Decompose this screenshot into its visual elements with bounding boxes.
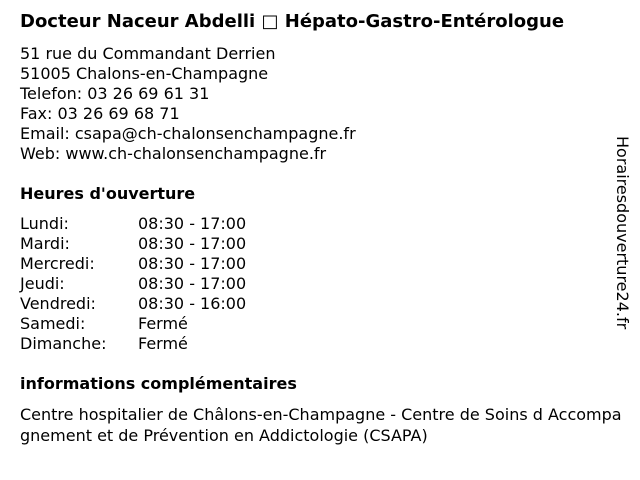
time-value: Fermé [138, 314, 188, 333]
email-address: Email: csapa@ch-chalonsenchampagne.fr [20, 124, 356, 143]
fax-number: Fax: 03 26 69 68 71 [20, 104, 180, 123]
time-value: 08:30 - 17:00 [138, 214, 247, 233]
day-label: Mardi: [20, 234, 70, 253]
time-value: Fermé [138, 334, 188, 353]
day-label: Lundi: [20, 214, 69, 233]
page-title: Docteur Naceur Abdelli □ Hépato-Gastro-Entérologue [20, 11, 565, 32]
time-value: 08:30 - 17:00 [138, 274, 247, 293]
day-label: Vendredi: [20, 294, 96, 313]
additional-info-text: Centre hospitalier de Châlons-en-Champagne - Centre de Soins d Accompagnement et de Prévention en Addictologie (CSAPA) [20, 405, 622, 445]
website-address: Web: www.ch-chalonsenchampagne.fr [20, 144, 327, 163]
watermark-text: Horairesdouverture24.fr [613, 136, 632, 330]
phone-number: Telefon: 03 26 69 61 31 [20, 84, 210, 103]
address-city: 51005 Chalons-en-Champagne [20, 64, 269, 83]
day-label: Jeudi: [20, 274, 65, 293]
opening-hours-heading: Heures d'ouverture [20, 184, 196, 203]
day-label: Mercredi: [20, 254, 95, 273]
additional-info-heading: informations complémentaires [20, 374, 297, 393]
address-street: 51 rue du Commandant Derrien [20, 44, 276, 63]
contact-block [20, 44, 356, 164]
time-value: 08:30 - 17:00 [138, 254, 247, 273]
watermark [612, 136, 632, 346]
day-label: Samedi: [20, 314, 86, 333]
day-label: Dimanche: [20, 334, 107, 353]
time-value: 08:30 - 16:00 [138, 294, 247, 313]
time-value: 08:30 - 17:00 [138, 234, 247, 253]
